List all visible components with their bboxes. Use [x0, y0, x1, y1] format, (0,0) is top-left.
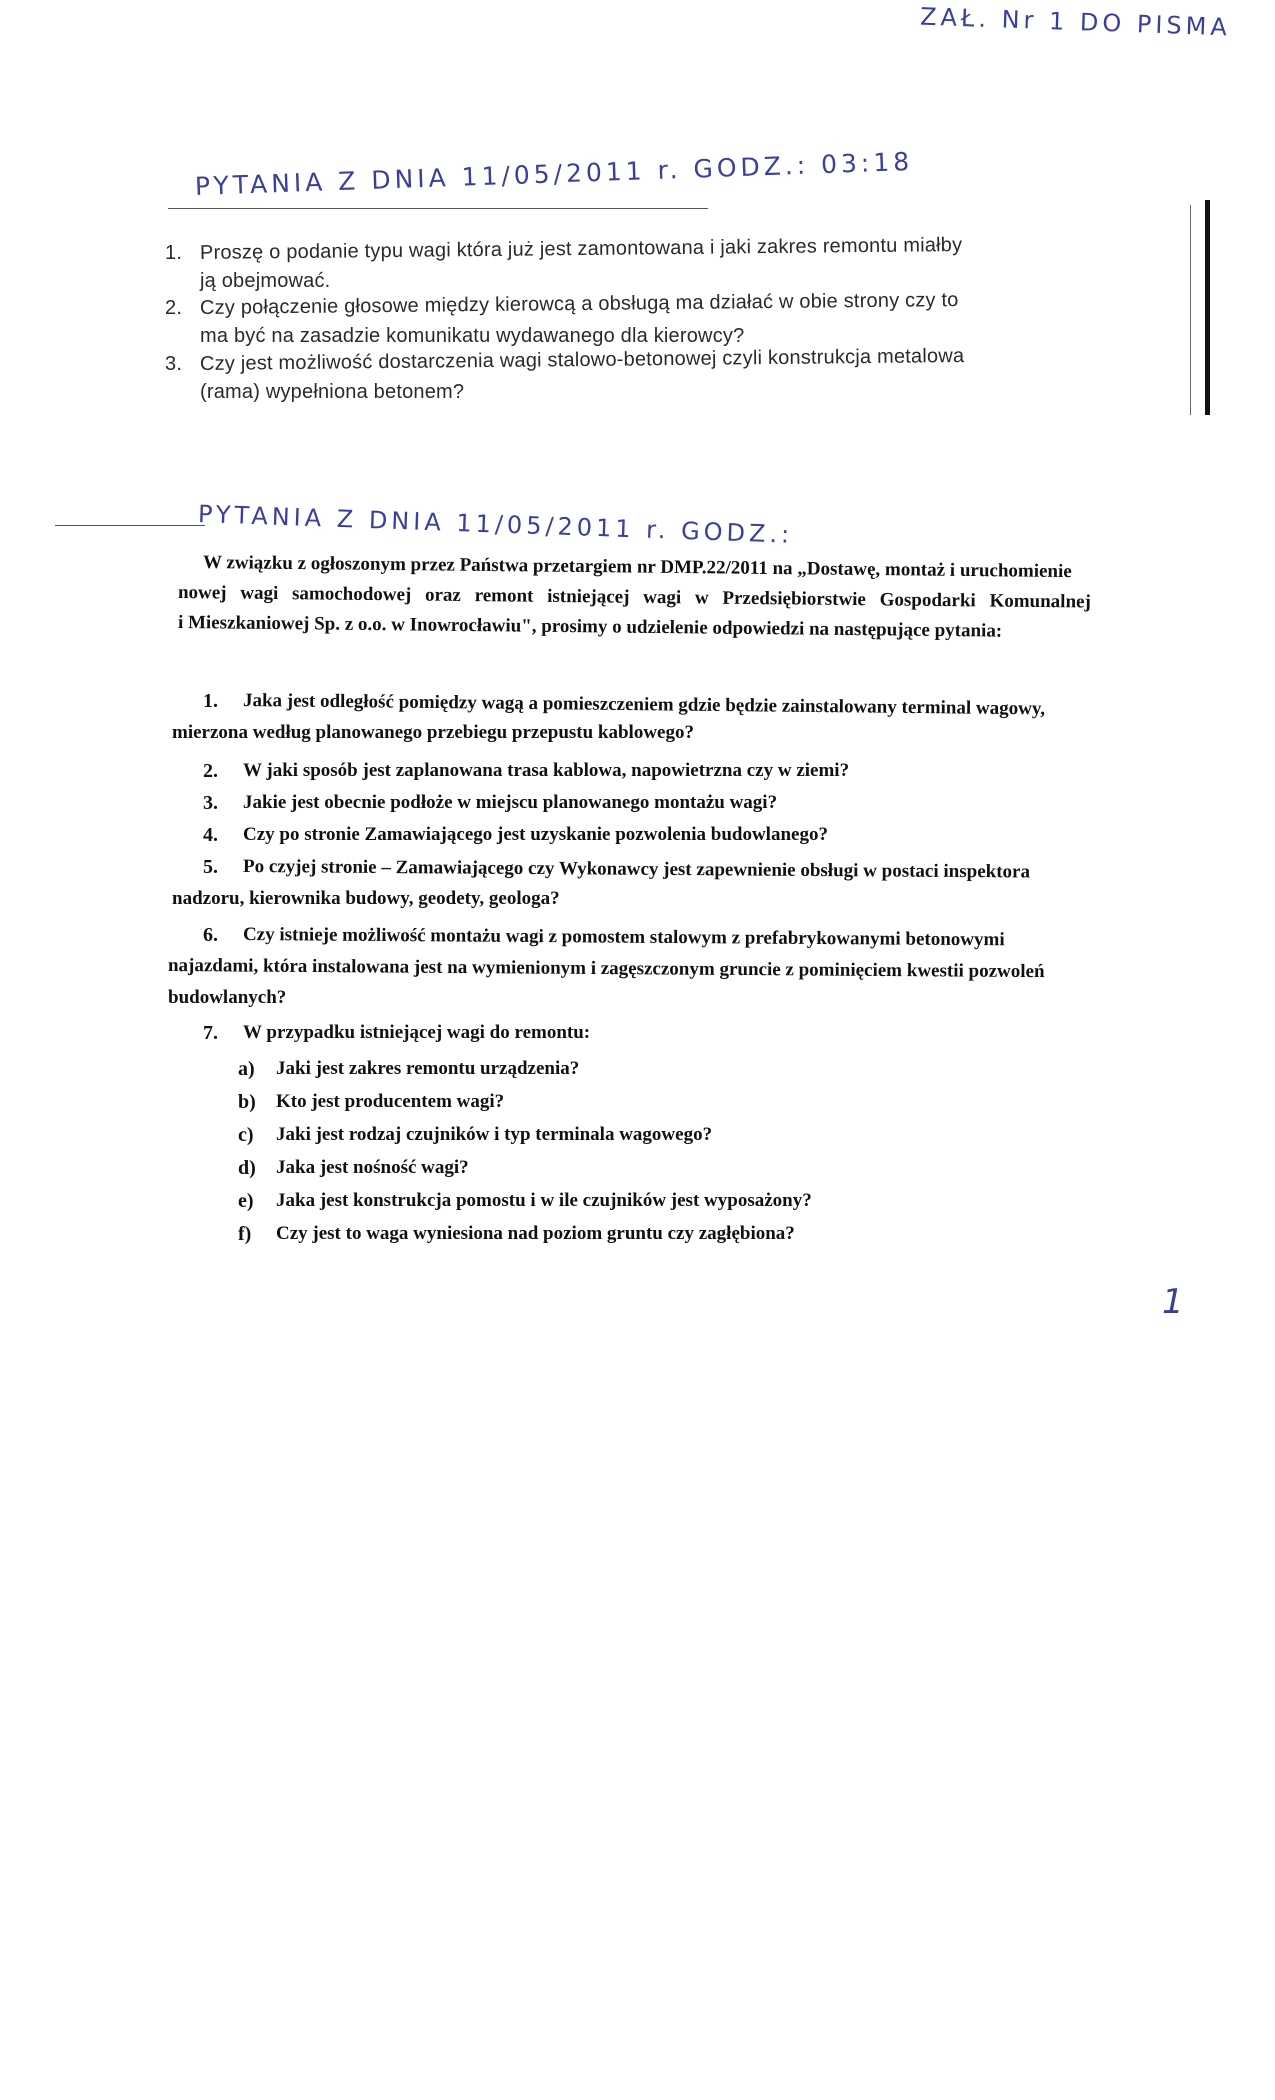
heading-underline-1: [168, 208, 708, 209]
subitem-e-letter: e): [238, 1190, 254, 1212]
block1-item-2-number: 2.: [165, 297, 183, 319]
question-6-number: 6.: [203, 924, 218, 946]
intro-line-3: i Mieszkaniowej Sp. z o.o. w Inowrocławiu", prosimy o udzielenie odpowiedzi na następujące pytania:: [177, 612, 1003, 642]
block1-item-1-line-2: ją obejmować.: [200, 270, 331, 292]
question-1-line-2: mierzona według planowanego przebiegu przepustu kablowego?: [172, 722, 694, 743]
question-3-text: Jakie jest obecnie podłoże w miejscu planowanego montażu wagi?: [243, 792, 778, 813]
subitem-d-letter: d): [238, 1157, 256, 1179]
question-2-text: W jaki sposób jest zaplanowana trasa kablowa, napowietrzna czy w ziemi?: [243, 760, 850, 781]
question-1-number: 1.: [203, 690, 218, 712]
question-6-line-2: najazdami, która instalowana jest na wymienionym i zagęszczonym gruncie z pominięciem kwestii pozwoleń: [167, 955, 1045, 983]
question-6-line-1: Czy istnieje możliwość montażu wagi z pomostem stalowym z prefabrykowanymi betonowymi: [242, 924, 1005, 951]
intro-line-1: W związku z ogłoszonym przez Państwa przetargiem nr DMP.22/2011 na „Dostawę, montaż i uruchomienie: [202, 552, 1072, 583]
subitem-c-letter: c): [238, 1124, 254, 1146]
block1-item-3-line-2: (rama) wypełniona betonem?: [200, 381, 465, 403]
block1-item-3-number: 3.: [165, 353, 183, 375]
subitem-b-text: Kto jest producentem wagi?: [276, 1091, 505, 1112]
intro-line-2: nowej wagi samochodowej oraz remont istniejącej wagi w Przedsiębiorstwie Gospodarki Komunalnej: [177, 582, 1091, 613]
subitem-b-letter: b): [238, 1091, 256, 1113]
block1-item-2-line-1: Czy połączenie głosowe między kierowcą a obsługą ma działać w obie strony czy to: [199, 289, 959, 319]
subitem-a-letter: a): [238, 1058, 255, 1080]
attachment-note: ZAŁ. Nr 1 DO PISMA: [919, 2, 1232, 42]
question-2-number: 2.: [203, 760, 218, 782]
subitem-e-text: Jaka jest konstrukcja pomostu i w ile czujników jest wyposażony?: [276, 1190, 812, 1211]
block1-item-1-number: 1.: [165, 242, 183, 264]
question-4-text: Czy po stronie Zamawiającego jest uzyskanie pozwolenia budowlanego?: [243, 824, 828, 845]
question-6-line-3: budowlanych?: [168, 987, 287, 1008]
question-5-number: 5.: [203, 856, 218, 878]
block1-item-2-line-2: ma być na zasadzie komunikatu wydawanego dla kierowcy?: [200, 325, 745, 347]
question-5-line-1: Po czyjej stronie – Zamawiającego czy Wykonawcy jest zapewnienie obsługi w postaci inspektora: [242, 856, 1031, 883]
question-4-number: 4.: [203, 824, 218, 846]
block2-heading: PYTANIA Z DNIA 11/05/2011 r. GODZ.:: [197, 500, 794, 549]
subitem-f-letter: f): [238, 1223, 252, 1245]
subitem-f-text: Czy jest to waga wyniesiona nad poziom gruntu czy zagłębiona?: [276, 1223, 795, 1244]
question-1-line-1: Jaka jest odległość pomiędzy wagą a pomieszczeniem gdzie będzie zainstalowany terminal wagowy,: [242, 690, 1046, 720]
block1-heading: PYTANIA Z DNIA 11/05/2011 r. GODZ.: 03:18: [194, 146, 914, 201]
block1-item-1-line-1: Proszę o podanie typu wagi która już jest zamontowana i jaki zakres remontu miałby: [199, 234, 963, 264]
subitem-c-text: Jaki jest rodzaj czujników i typ terminala wagowego?: [276, 1124, 713, 1145]
question-7-text: W przypadku istniejącej wagi do remontu:: [243, 1022, 591, 1043]
scan-mark-bar: [1205, 200, 1210, 415]
subitem-a-text: Jaki jest zakres remontu urządzenia?: [276, 1058, 580, 1079]
page-number: 1: [1162, 1282, 1188, 1322]
subitem-d-text: Jaka jest nośność wagi?: [276, 1157, 469, 1178]
question-5-line-2: nadzoru, kierownika budowy, geodety, geologa?: [172, 888, 560, 909]
block1-item-3-line-1: Czy jest możliwość dostarczenia wagi stalowo-betonowej czyli konstrukcja metalowa: [199, 344, 965, 375]
question-7-number: 7.: [203, 1022, 218, 1044]
heading-underline-2: [55, 525, 205, 526]
scan-mark-line: [1190, 205, 1191, 415]
question-3-number: 3.: [203, 792, 218, 814]
